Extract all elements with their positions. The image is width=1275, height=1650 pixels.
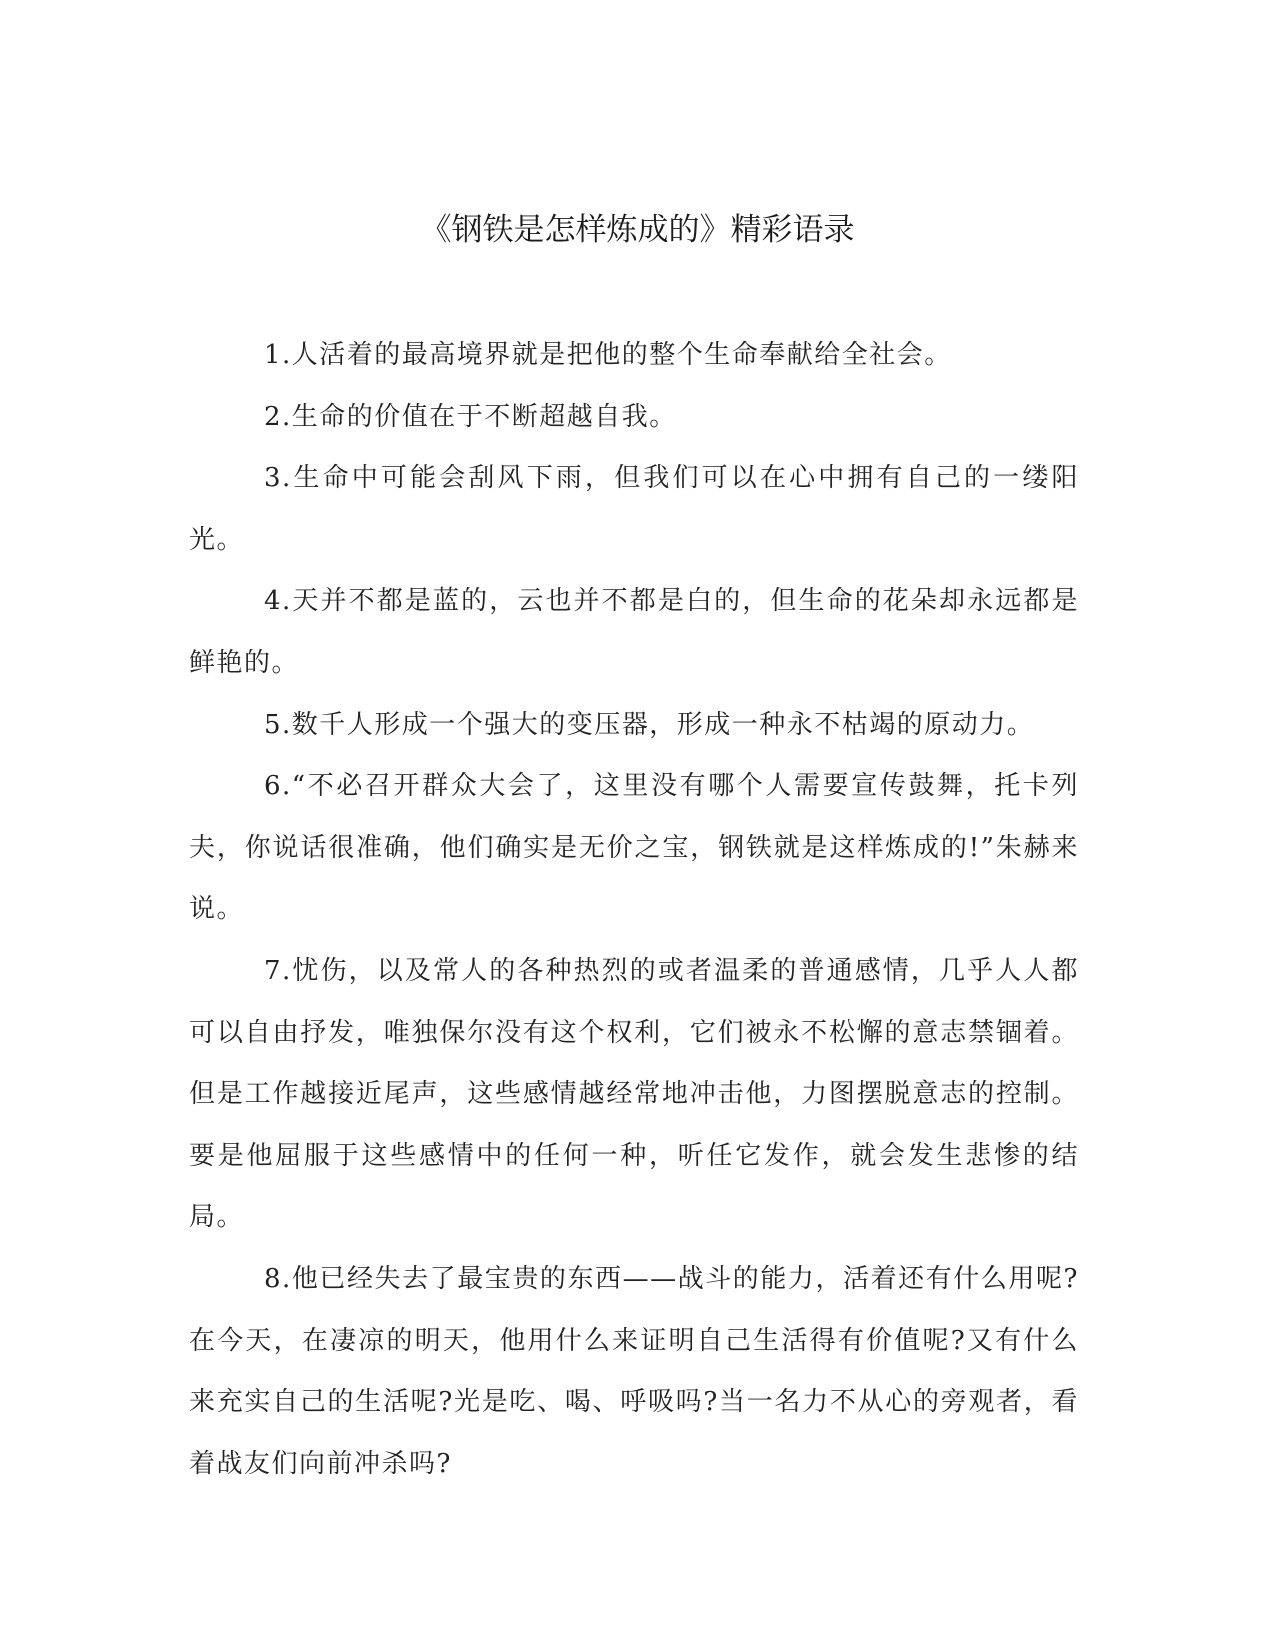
quote-paragraph-5: 5.数千人形成一个强大的变压器，形成一种永不枯竭的原动力。 [264,709,1035,740]
quote-list [189,325,1079,1495]
quote-paragraph-3: 3.生命中可能会刮风下雨，但我们可以在心中拥有自己的一缕阳光。 [189,463,1079,555]
quote-paragraph-7: 7.忧伤，以及常人的各种热烈的或者温柔的普通感情，几乎人人都可以自由抒发，唯独保尔没有这个权利，它们被永不松懈的意志禁锢着。但是工作越接近尾声，这些感情越经常地冲击他，力图摆脱意志的控制。要是他屈服于这些感情中的任何一种，听任它发作，就会发生悲惨的结局。 [189,955,1079,1233]
quote-paragraph-6: 6.“不必召开群众大会了，这里没有哪个人需要宣传鼓舞，托卡列夫，你说话很准确，他们确实是无价之宝，钢铁就是这样炼成的!”朱赫来说。 [189,771,1079,925]
quote-paragraph-2: 2.生命的价值在于不断超越自我。 [264,401,677,432]
quote-paragraph-4: 4.天并不都是蓝的，云也并不都是白的，但生命的花朵却永远都是鲜艳的。 [189,586,1079,678]
quote-paragraph-8: 8.他已经失去了最宝贵的东西——战斗的能力，活着还有什么用呢?在今天，在凄凉的明天，他用什么来证明自己生活得有价值呢?又有什么来充实自己的生活呢?光是吃、喝、呼吸吗?当一名力不从心的旁观者，看着战友们向前冲杀吗? [189,1263,1079,1479]
document-title: 《钢铁是怎样炼成的》精彩语录 [420,212,855,248]
quote-paragraph-1: 1.人活着的最高境界就是把他的整个生命奉献给全社会。 [264,340,952,370]
